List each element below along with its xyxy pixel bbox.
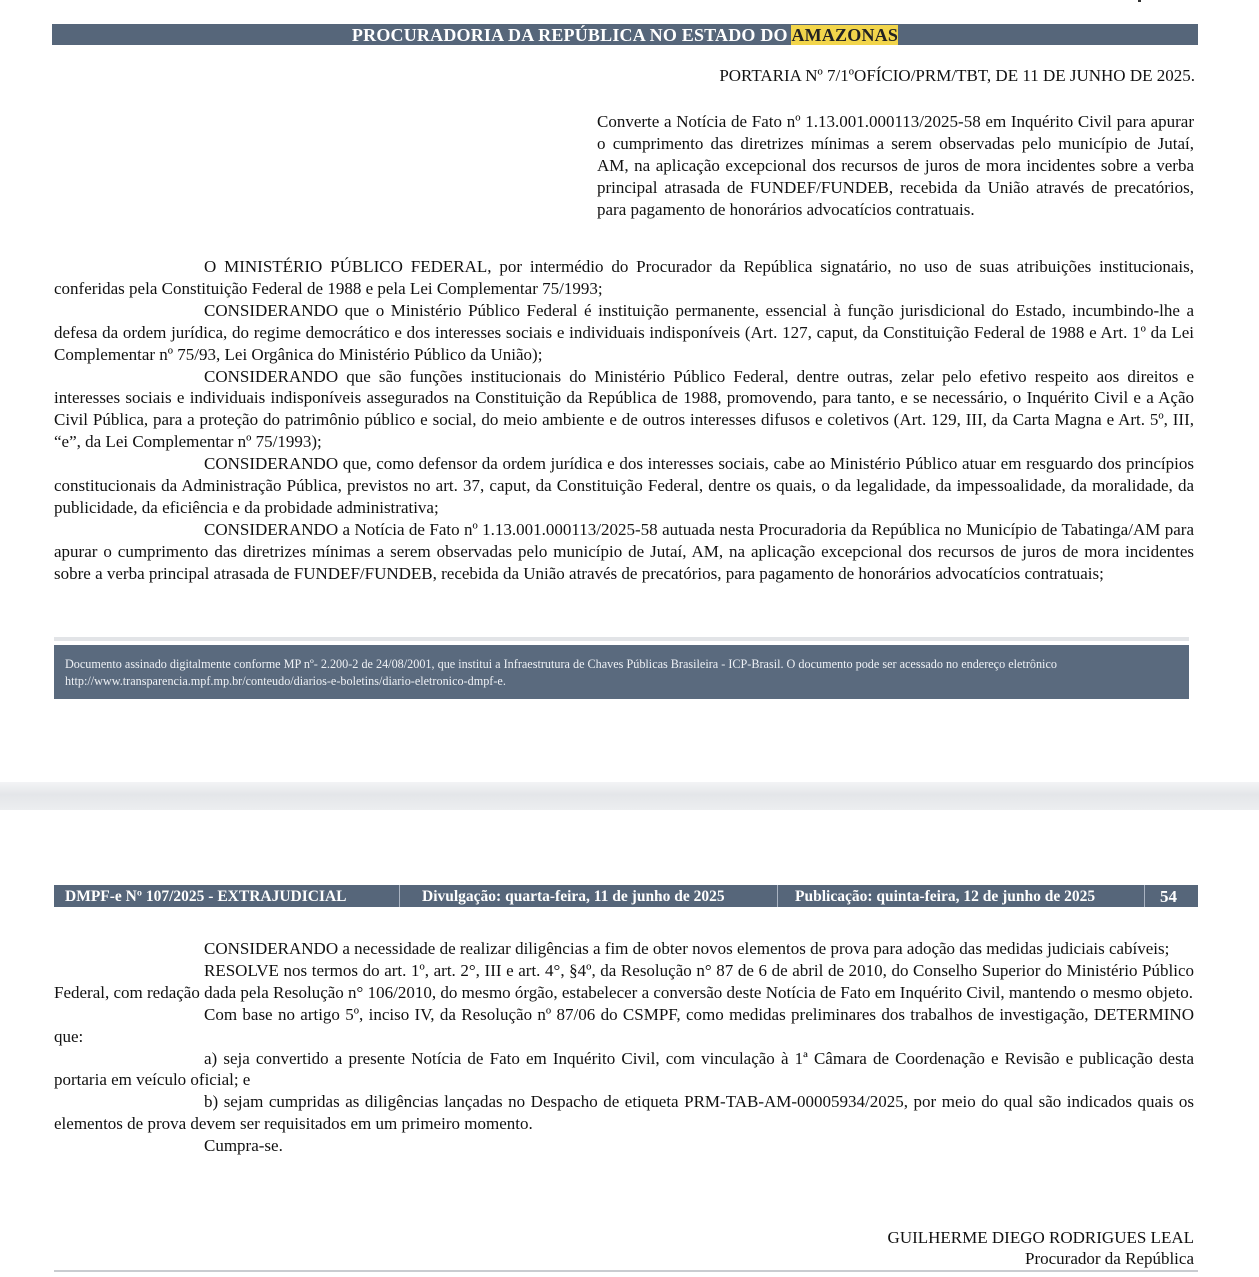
signer-name: GUILHERME DIEGO RODRIGUES LEAL (887, 1228, 1194, 1247)
paragraph: a) seja convertido a presente Notícia de Fato em Inquérito Civil, com vinculação à 1ª Câmara de Coordenação e Revisão e publicação desta portaria em veículo oficial; e (54, 1048, 1194, 1090)
paragraph: CONSIDERANDO a necessidade de realizar diligências a fim de obter novos elementos de prova para adoção das medidas judiciais cabíveis; (204, 939, 1170, 958)
paragraph: Cumpra-se. (204, 1136, 283, 1156)
publicacao-date: Publicação: quinta-feira, 12 de junho de 2025 (795, 888, 1096, 905)
banner-highlight[interactable]: AMAZONAS (791, 25, 899, 45)
ementa: Converte a Notícia de Fato nº 1.13.001.000113/2025-58 em Inquérito Civil para apurar o cumprimento das diretrizes mínimas a serem observadas pelo município de Jutaí, AM, na aplicação excepcional dos recursos de juros de mora incidentes sobre a verba principal atrasada de FUNDEF/FUNDEB, recebida da União através de precatórios, para pagamento de honorários advocatícios contratuais. (597, 112, 1194, 219)
paragraph: O MINISTÉRIO PÚBLICO FEDERAL, por intermédio do Procurador da República signatário, no uso de suas atribuições institucionais, conferidas pela Constituição Federal de 1988 e pela Lei Complementar 75/1993; (54, 257, 1194, 298)
paragraph: RESOLVE nos termos do art. 1º, art. 2°, III e art. 4°, §4º, da Resolução n° 87 de 6 de abril de 2010, do Conselho Superior do Ministério Público Federal, com redação dada pela Resolução n° 106/2010, do mesmo órgão, estabelecer a conversão deste Notícia de Fato em Inquérito Civil, mantendo o mesmo objeto. (54, 960, 1194, 1002)
paragraph: CONSIDERANDO que, como defensor da ordem jurídica e dos interesses sociais, cabe ao Ministério Público atuar em resguardo dos princípios constitucionais da Administração Pública, previstos no art. 37, caput, da Constituição Federal, dentre os quais, o da legalidade, da impessoalidade, da moralidade, da publicidade, da eficiência e da probidade administrativa; (54, 454, 1194, 517)
header-divider (1144, 885, 1145, 907)
signer-role: Procurador da República (1025, 1249, 1194, 1268)
paragraph: Com base no artigo 5º, inciso IV, da Resolução nº 87/06 do CSMPF, como medidas preliminares dos trabalhos de investigação, DETERMINO que: (54, 1004, 1194, 1046)
edition-label: DMPF-e Nº 107/2025 - EXTRAJUDICIAL (65, 888, 347, 905)
paragraph: CONSIDERANDO que são funções institucionais do Ministério Público Federal, dentre outras, zelar pelo efetivo respeito aos direitos e interesses sociais e individuais indisponíveis assegurados na Constituição da República de 1988, promovendo, para tanto, e se necessário, o Inquérito Civil e a Ação Civil Pública, para a proteção do patrimônio público e social, do meio ambiente e de outros interesses difusos e coletivos (Art. 129, III, da Carta Magna e Art. 5º, III, “e”, da Lei Complementar nº 75/1993); (54, 366, 1194, 452)
paragraph: CONSIDERANDO que o Ministério Público Federal é instituição permanente, essencial à função jurisdicional do Estado, incumbindo-lhe a defesa da ordem jurídica, do regime democrático e dos interesses sociais e individuais indisponíveis (Art. 127, caput, da Constituição Federal de 1988 e Art. 1º da Lei Complementar nº 75/93, Lei Orgânica do Ministério Público da União); (54, 300, 1194, 364)
signature-block (888, 1227, 1194, 1269)
edition-header (54, 885, 1198, 907)
body-block-1 (54, 256, 1194, 585)
paragraph: CONSIDERANDO a Notícia de Fato nº 1.13.001.000113/2025-58 autuada nesta Procuradoria da República no Município de Tabatinga/AM para apurar o cumprimento das diretrizes mínimas a serem observadas pelo município de Jutaí, AM, na aplicação excepcional dos recursos de juros de mora incidentes sobre a verba principal atrasada de FUNDEF/FUNDEB, recebida da União através de precatórios, para pagamento de honorários advocatícios contratuais; (54, 519, 1194, 583)
signature-footer: Documento assinado digitalmente conforme MP nº- 2.200-2 de 24/08/2001, que institui a Infraestrutura de Chaves Públicas Brasileira - ICP-Brasil. O documento pode ser acessado no endereço eletrônico http://www.transparencia.mpf.mp.br/conteudo/diarios-e-boletins/diario-eletronico-dmpf-e. (54, 645, 1189, 699)
portaria-title: PORTARIA Nº 7/1ºOFÍCIO/PRM/TBT, DE 11 DE JUNHO DE 2025. (719, 66, 1195, 85)
bottom-rule (54, 1270, 1198, 1272)
body-block-2 (54, 938, 1194, 1157)
institution-banner (52, 24, 1198, 45)
divulgacao-date: Divulgação: quarta-feira, 11 de junho de 2025 (422, 888, 725, 905)
footer-rule (54, 637, 1189, 641)
banner-prefix: PROCURADORIA DA REPÚBLICA NO ESTADO DO (351, 25, 792, 45)
page-edge-mark (1138, 0, 1141, 2)
page-gap (0, 782, 1259, 810)
header-divider (399, 885, 400, 907)
page-number: 54 (1160, 887, 1177, 906)
paragraph: b) sejam cumpridas as diligências lançadas no Despacho de etiqueta PRM-TAB-AM-00005934/2025, por meio do qual são indicados quais os elementos de prova devem ser requisitados em um primeiro momento. (54, 1092, 1194, 1134)
header-divider (777, 885, 778, 907)
